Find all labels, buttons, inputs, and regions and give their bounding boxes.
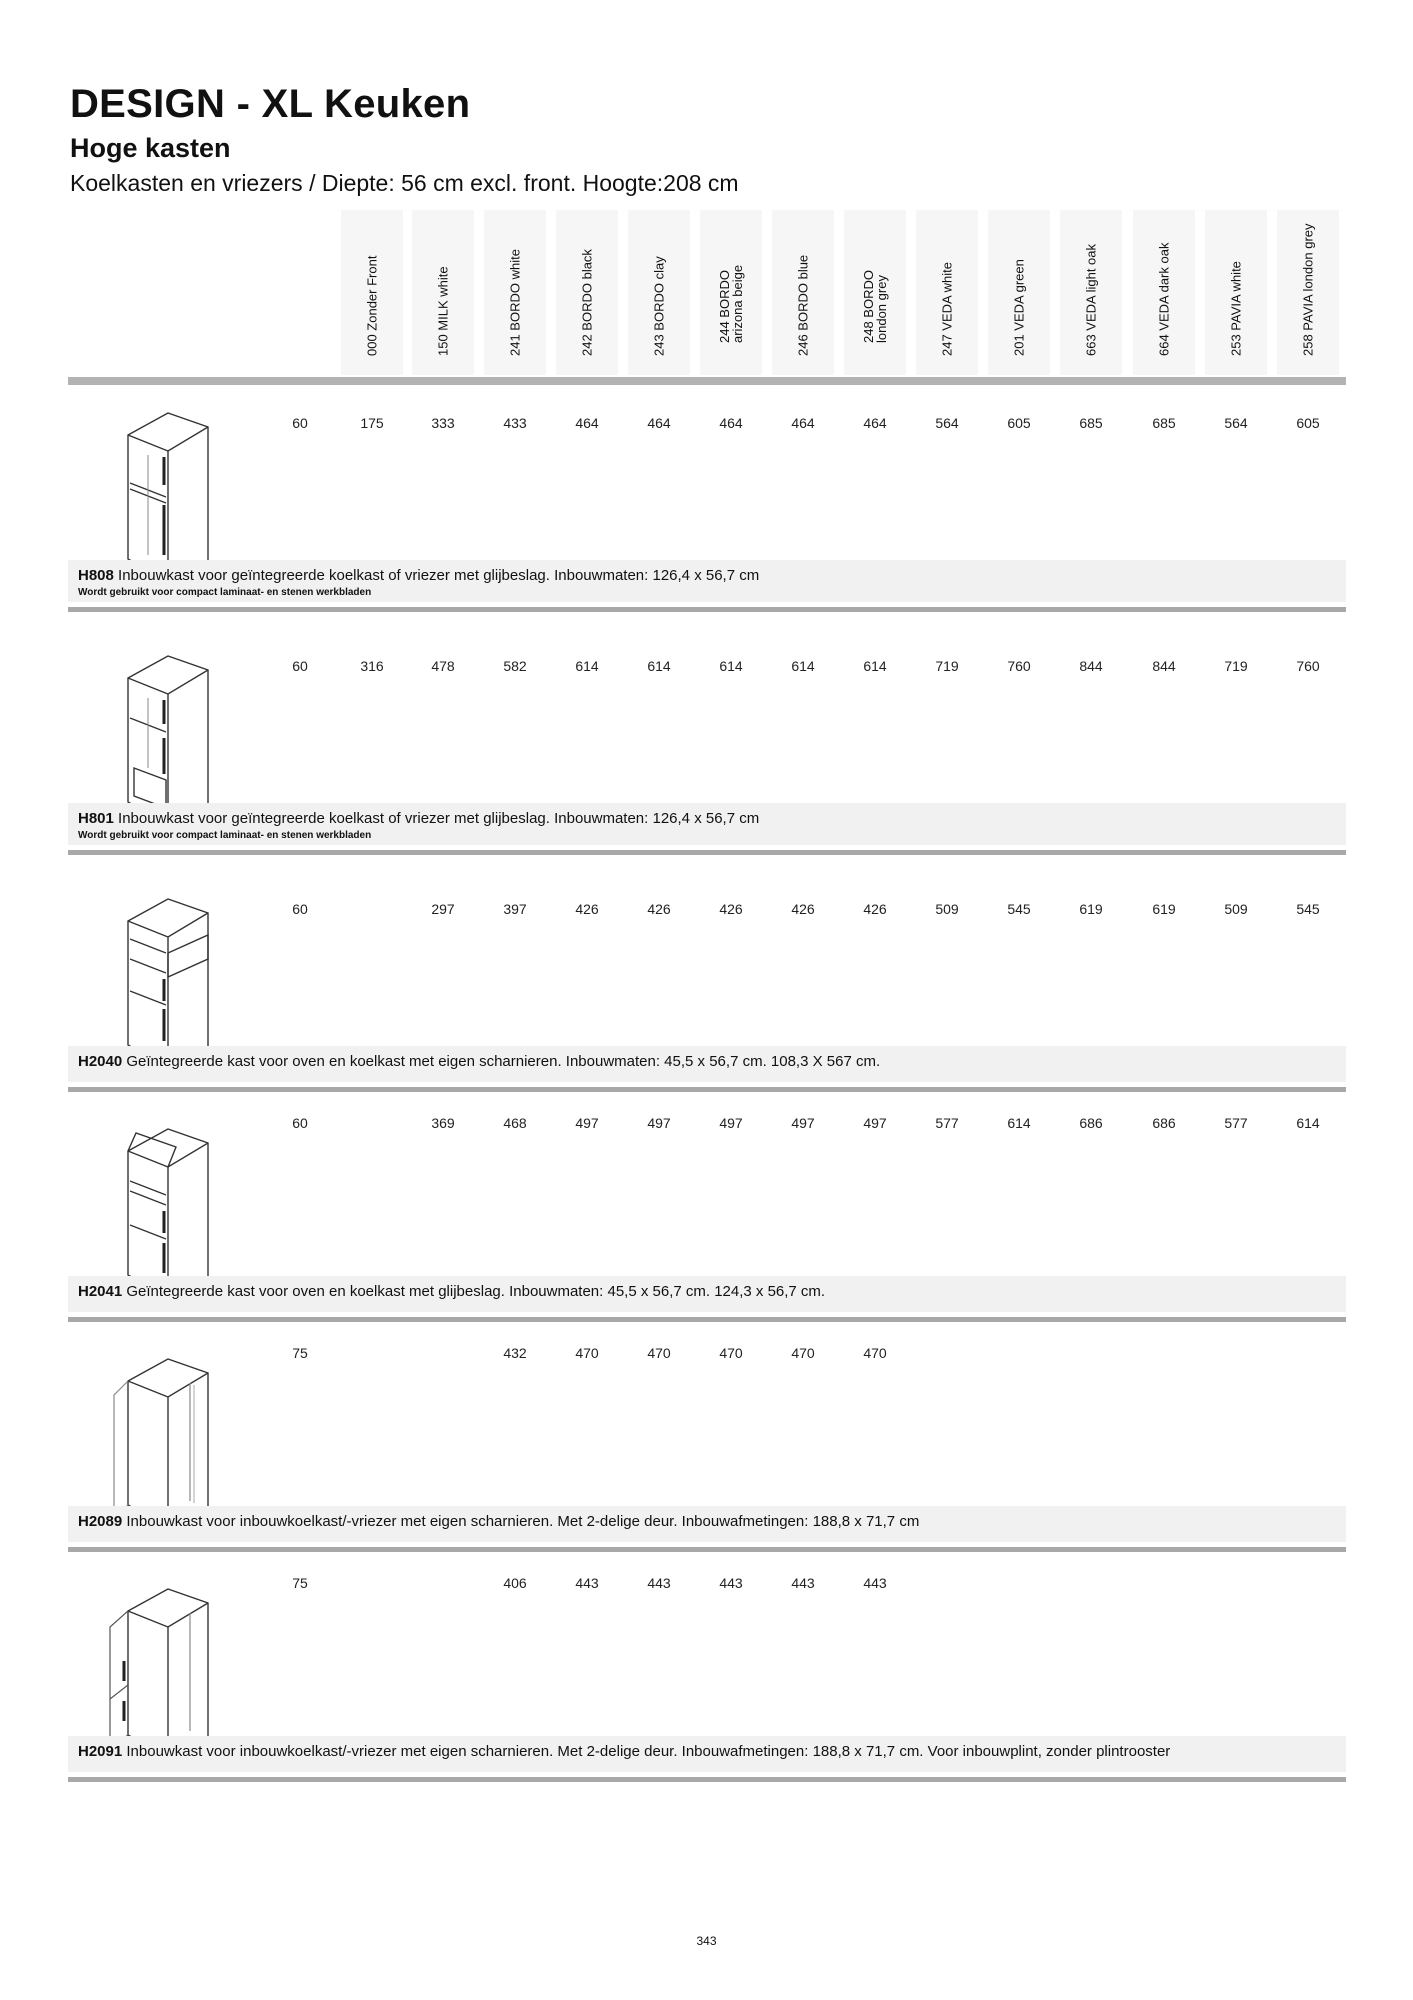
column-header bbox=[412, 210, 474, 375]
price-cell: 497 bbox=[791, 1115, 815, 1131]
price-cell: 614 bbox=[863, 658, 887, 674]
price-cell: 464 bbox=[719, 415, 743, 431]
product-description: Inbouwkast voor geïntegreerde koelkast of vriezer met glijbeslag. Inbouwmaten: 126,4 x 56,7 cm bbox=[118, 567, 760, 584]
price-cell: 497 bbox=[575, 1115, 599, 1131]
product-code: H2091 bbox=[78, 1743, 123, 1760]
column-header-label: 244 BORDO arizona beige bbox=[717, 264, 745, 343]
product-code: H808 bbox=[78, 567, 114, 584]
width-value: 75 bbox=[292, 1345, 308, 1361]
price-cell: 464 bbox=[575, 415, 599, 431]
column-header bbox=[1205, 210, 1267, 375]
description-line bbox=[78, 1283, 825, 1300]
product-code: H2040 bbox=[78, 1053, 123, 1070]
column-header bbox=[916, 210, 978, 375]
price-cell: 497 bbox=[647, 1115, 671, 1131]
price-cell: 478 bbox=[431, 658, 455, 674]
price-cell: 685 bbox=[1079, 415, 1103, 431]
column-header-label: 253 PAVIA white bbox=[1228, 261, 1244, 356]
price-cell: 760 bbox=[1296, 658, 1320, 674]
section-divider bbox=[68, 850, 1346, 855]
section-divider bbox=[68, 1777, 1346, 1782]
product-description: Inbouwkast voor inbouwkoelkast/-vriezer met eigen scharnieren. Met 2-delige deur. Inbouwafmetingen: 188,8 x 71,7 cm. Voor inbouwplint, zonder plintrooster bbox=[126, 1743, 1171, 1760]
description-line bbox=[78, 1743, 1170, 1760]
price-cell: 844 bbox=[1079, 658, 1103, 674]
price-cell: 426 bbox=[647, 901, 671, 917]
section-divider bbox=[68, 1317, 1346, 1322]
price-cell: 582 bbox=[503, 658, 527, 674]
oven-fridge-cabinet-icon bbox=[98, 891, 238, 1051]
price-cell: 470 bbox=[575, 1345, 599, 1361]
price-cell: 426 bbox=[719, 901, 743, 917]
product-note: Wordt gebruikt voor compact laminaat- en stenen werkbladen bbox=[78, 587, 372, 598]
price-cell: 614 bbox=[719, 658, 743, 674]
column-header bbox=[1277, 210, 1339, 375]
description-band bbox=[68, 1276, 1346, 1312]
price-cell: 564 bbox=[1224, 415, 1248, 431]
price-cell: 316 bbox=[360, 658, 384, 674]
price-cell: 443 bbox=[719, 1575, 743, 1591]
width-value: 60 bbox=[292, 901, 308, 917]
width-value: 75 bbox=[292, 1575, 308, 1591]
width-value: 60 bbox=[292, 1115, 308, 1131]
section-divider bbox=[68, 1547, 1346, 1552]
product-code: H2041 bbox=[78, 1283, 123, 1300]
column-header bbox=[988, 210, 1050, 375]
product-code: H801 bbox=[78, 810, 114, 827]
column-header bbox=[341, 210, 403, 375]
page-subtitle: Hoge kasten bbox=[70, 133, 231, 163]
price-cell: 468 bbox=[503, 1115, 527, 1131]
column-header bbox=[844, 210, 906, 375]
header-divider bbox=[68, 377, 1346, 385]
price-cell: 509 bbox=[935, 901, 959, 917]
price-cell: 605 bbox=[1296, 415, 1320, 431]
price-cell: 464 bbox=[863, 415, 887, 431]
column-header-label: 663 VEDA light oak bbox=[1083, 243, 1099, 356]
tall-cabinet-with-drawer-icon bbox=[98, 648, 238, 808]
price-cell: 470 bbox=[863, 1345, 887, 1361]
price-cell: 577 bbox=[1224, 1115, 1248, 1131]
price-cell: 497 bbox=[863, 1115, 887, 1131]
description-line bbox=[78, 1053, 880, 1070]
column-header-label: 243 BORDO clay bbox=[651, 256, 667, 356]
column-header-label: 241 BORDO white bbox=[507, 249, 523, 356]
price-cell: 497 bbox=[719, 1115, 743, 1131]
price-cell: 333 bbox=[431, 415, 455, 431]
price-cell: 614 bbox=[647, 658, 671, 674]
column-header-label: 258 PAVIA london grey bbox=[1300, 223, 1316, 356]
page-title: DESIGN - XL Keuken bbox=[70, 82, 471, 126]
price-cell: 297 bbox=[431, 901, 455, 917]
price-cell: 545 bbox=[1007, 901, 1031, 917]
product-description: Inbouwkast voor geïntegreerde koelkast of vriezer met glijbeslag. Inbouwmaten: 126,4 x 56,7 cm bbox=[118, 810, 760, 827]
description-band bbox=[68, 803, 1346, 845]
price-cell: 175 bbox=[360, 415, 384, 431]
price-cell: 614 bbox=[1296, 1115, 1320, 1131]
column-header bbox=[556, 210, 618, 375]
column-header bbox=[700, 210, 762, 375]
product-description: Geïntegreerde kast voor oven en koelkast met glijbeslag. Inbouwmaten: 45,5 x 56,7 cm. 124,3 x 56,7 cm. bbox=[126, 1283, 826, 1300]
section-divider bbox=[68, 1087, 1346, 1092]
price-cell: 719 bbox=[935, 658, 959, 674]
tall-cabinet-split-door-icon bbox=[98, 1581, 238, 1741]
column-header bbox=[772, 210, 834, 375]
column-header bbox=[1060, 210, 1122, 375]
price-cell: 619 bbox=[1152, 901, 1176, 917]
price-cell: 464 bbox=[791, 415, 815, 431]
width-value: 60 bbox=[292, 658, 308, 674]
price-cell: 406 bbox=[503, 1575, 527, 1591]
column-header-label: 248 BORDO london grey bbox=[861, 270, 889, 343]
price-cell: 686 bbox=[1079, 1115, 1103, 1131]
product-description: Inbouwkast voor inbouwkoelkast/-vriezer met eigen scharnieren. Met 2-delige deur. Inbouwafmetingen: 188,8 x 71,7 cm bbox=[126, 1513, 920, 1530]
price-cell: 443 bbox=[863, 1575, 887, 1591]
price-cell: 614 bbox=[1007, 1115, 1031, 1131]
description-band bbox=[68, 1736, 1346, 1772]
description-line bbox=[78, 567, 759, 584]
price-cell: 844 bbox=[1152, 658, 1176, 674]
price-cell: 686 bbox=[1152, 1115, 1176, 1131]
width-value: 60 bbox=[292, 415, 308, 431]
price-cell: 545 bbox=[1296, 901, 1320, 917]
price-cell: 426 bbox=[863, 901, 887, 917]
oven-fridge-cabinet-flap-icon bbox=[98, 1121, 238, 1281]
column-header-label: 201 VEDA green bbox=[1011, 259, 1027, 356]
price-cell: 619 bbox=[1079, 901, 1103, 917]
price-cell: 605 bbox=[1007, 415, 1031, 431]
column-header-label: 000 Zonder Front bbox=[364, 255, 380, 356]
column-header-label: 247 VEDA white bbox=[939, 262, 955, 356]
section-divider bbox=[68, 607, 1346, 612]
price-cell: 443 bbox=[575, 1575, 599, 1591]
description-band bbox=[68, 1506, 1346, 1542]
column-header-label: 246 BORDO blue bbox=[795, 254, 811, 356]
price-cell: 426 bbox=[791, 901, 815, 917]
description-band bbox=[68, 560, 1346, 602]
price-cell: 432 bbox=[503, 1345, 527, 1361]
price-cell: 685 bbox=[1152, 415, 1176, 431]
price-cell: 426 bbox=[575, 901, 599, 917]
column-header bbox=[1133, 210, 1195, 375]
price-cell: 443 bbox=[647, 1575, 671, 1591]
price-cell: 470 bbox=[719, 1345, 743, 1361]
product-description: Geïntegreerde kast voor oven en koelkast met eigen scharnieren. Inbouwmaten: 45,5 x 56,7 cm. 108,3 X 567 cm. bbox=[126, 1053, 881, 1070]
column-header-label: 664 VEDA dark oak bbox=[1156, 242, 1172, 356]
description-line bbox=[78, 810, 759, 827]
column-header bbox=[484, 210, 546, 375]
price-cell: 470 bbox=[791, 1345, 815, 1361]
tall-cabinet-two-door-icon bbox=[98, 405, 238, 565]
description-band bbox=[68, 1046, 1346, 1082]
tall-open-cabinet-icon bbox=[98, 1351, 238, 1511]
price-cell: 719 bbox=[1224, 658, 1248, 674]
price-cell: 369 bbox=[431, 1115, 455, 1131]
page-number: 343 bbox=[696, 1934, 717, 1948]
page-description: Koelkasten en vriezers / Diepte: 56 cm excl. front. Hoogte:208 cm bbox=[70, 170, 739, 196]
price-cell: 397 bbox=[503, 901, 527, 917]
price-cell: 509 bbox=[1224, 901, 1248, 917]
price-cell: 443 bbox=[791, 1575, 815, 1591]
product-note: Wordt gebruikt voor compact laminaat- en stenen werkbladen bbox=[78, 830, 372, 841]
column-header-label: 242 BORDO black bbox=[579, 249, 595, 356]
column-header bbox=[628, 210, 690, 375]
description-line bbox=[78, 1513, 919, 1530]
price-cell: 464 bbox=[647, 415, 671, 431]
price-cell: 564 bbox=[935, 415, 959, 431]
price-cell: 577 bbox=[935, 1115, 959, 1131]
column-header-label: 150 MILK white bbox=[435, 266, 451, 356]
price-cell: 760 bbox=[1007, 658, 1031, 674]
product-code: H2089 bbox=[78, 1513, 123, 1530]
price-cell: 470 bbox=[647, 1345, 671, 1361]
price-cell: 614 bbox=[575, 658, 599, 674]
price-cell: 614 bbox=[791, 658, 815, 674]
price-cell: 433 bbox=[503, 415, 527, 431]
